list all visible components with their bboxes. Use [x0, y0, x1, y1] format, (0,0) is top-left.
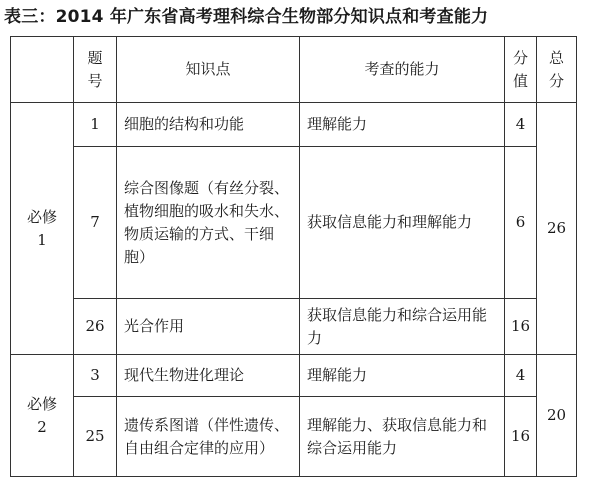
total-score-1: 26: [537, 103, 577, 355]
header-ability: 考查的能力: [300, 37, 505, 103]
knowledge-point: 遗传系图谱（伴性遗传、自由组合定律的应用）: [117, 397, 300, 477]
header-score-line1: 分: [512, 48, 528, 67]
table-row: [11, 103, 577, 147]
table-title: 表三：2014 年广东省高考理科综合生物部分知识点和考查能力: [4, 7, 489, 27]
header-total-line1: 总: [548, 48, 564, 67]
module-cell-2: [11, 355, 74, 477]
total-score-2: 20: [537, 355, 577, 477]
module-cell-1: [11, 103, 74, 355]
knowledge-point: 综合图像题（有丝分裂、植物细胞的吸水和失水、物质运输的方式、干细胞）: [117, 147, 300, 299]
knowledge-table: [10, 36, 577, 477]
question-no: 1: [74, 103, 117, 147]
score-value: 4: [505, 103, 537, 147]
ability-text: 获取信息能力和理解能力: [300, 147, 505, 299]
ability-text: 理解能力、获取信息能力和综合运用能力: [300, 397, 505, 477]
knowledge-point: 现代生物进化理论: [117, 355, 300, 397]
knowledge-point: 光合作用: [117, 299, 300, 355]
question-no: 26: [74, 299, 117, 355]
header-question-no: [74, 37, 117, 103]
table-header-row: [11, 37, 577, 103]
module-2-line1: 必修: [26, 394, 57, 413]
header-score-line2: 值: [512, 71, 528, 90]
header-total: [537, 37, 577, 103]
header-question-no-line2: 号: [87, 71, 103, 90]
header-score: [505, 37, 537, 103]
header-question-no-line1: 题: [87, 48, 103, 67]
score-value: 16: [505, 397, 537, 477]
question-no: 7: [74, 147, 117, 299]
table-row: [11, 397, 577, 477]
question-no: 3: [74, 355, 117, 397]
score-value: 4: [505, 355, 537, 397]
ability-text: 理解能力: [300, 355, 505, 397]
score-value: 16: [505, 299, 537, 355]
ability-text: 获取信息能力和综合运用能力: [300, 299, 505, 355]
table-row: [11, 299, 577, 355]
question-no: 25: [74, 397, 117, 477]
header-total-line2: 分: [548, 71, 564, 90]
module-1-line2: 1: [37, 230, 47, 249]
table-row: [11, 355, 577, 397]
module-1-line1: 必修: [26, 207, 57, 226]
score-value: 6: [505, 147, 537, 299]
ability-text: 理解能力: [300, 103, 505, 147]
header-module: [11, 37, 74, 103]
module-2-line2: 2: [37, 417, 47, 436]
knowledge-point: 细胞的结构和功能: [117, 103, 300, 147]
header-knowledge: 知识点: [117, 37, 300, 103]
table-row: [11, 147, 577, 299]
